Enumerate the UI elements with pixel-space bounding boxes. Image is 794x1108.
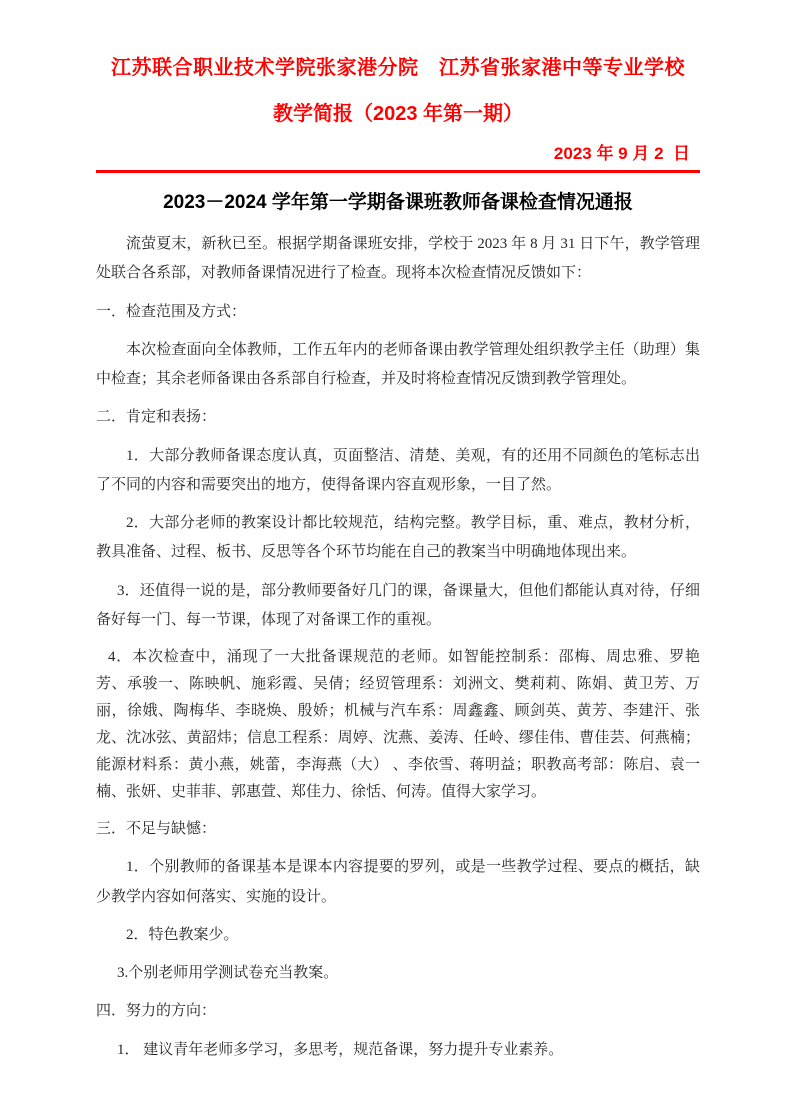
section-3-heading: 三．不足与缺憾：: [96, 821, 217, 837]
section-2-paragraph-1: 1．大部分教师备课态度认真，页面整洁、清楚、美观，有的还用不同颜色的笔标志出了不同的内容和需要突出的地方，使得备课内容直观形象，一目了然。: [96, 447, 700, 493]
header-divider-rule: [96, 170, 700, 173]
section-2-paragraph-4: 4．本次检查中，涌现了一大批备课规范的老师。如智能控制系：邵梅、周忠雅、罗艳芳、承骏一、陈映帆、施彩霞、吴倩；经贸管理系：刘洲文、樊莉莉、陈娟、黄卫芳、万丽，徐娥、陶梅华、李晓焕、殷娇；机械与汽车系：周鑫鑫、顾剑英、黄芳、李建汗、张龙、沈冰弦、黄韶炜；信息工程系：周婷、沈燕、姜涛、任岭、缪佳伟、曹佳芸、何燕楠；能源材料系：黄小燕，姚蕾，李海燕（大） 、李依雪、蒋明益；职教高考部：陈启、袁一楠、张妍、史菲菲、郭惠萱、郑佳力、徐恬、何涛。值得大家学习。: [96, 649, 700, 800]
document-title: 2023－2024 学年第一学期备课班教师备课检查情况通报: [163, 192, 633, 213]
intro-paragraph: 流萤夏末，新秋已至。根据学期备课班安排，学校于 2023 年 8 月 31 日下午，教学管理处联合各系部，对教师备课情况进行了检查。现将本次检查情况反馈如下：: [96, 236, 700, 282]
section-2-paragraph-2: 2．大部分老师的教案设计都比较规范，结构完整。教学目标，重、难点，教材分析，教具准备、过程、板书、反思等各个环节均能在自己的教案当中明确地体现出来。: [96, 515, 700, 561]
section-4-heading: 四．努力的方向：: [96, 1003, 217, 1020]
section-1-paragraph-1: 本次检查面向全体教师，工作五年内的老师备课由教学管理处组织教学主任（助理）集中检查；其余老师备课由各系部自行检查，并及时将检查情况反馈到教学管理处。: [96, 341, 700, 387]
section-2-heading: 二．肯定和表扬：: [96, 409, 217, 426]
section-3-paragraph-2: 2．特色教案少。: [126, 926, 239, 943]
section-1-heading: 一．检查范围及方式：: [96, 303, 247, 320]
section-3-paragraph-3: 3.个别老师用学测试卷充当教案。: [117, 965, 339, 981]
section-2-paragraph-3: 3．还值得一说的是，部分教师要备好几门的课，备课量大，但他们都能认真对待，仔细备好每一门、每一节课，体现了对备课工作的重视。: [96, 582, 700, 628]
header-date: 2023 年 9 月 2 日: [553, 144, 690, 163]
header-bulletin-title: 教学简报（2023 年第一期）: [272, 103, 524, 125]
header-org-line: 江苏联合职业技术学院张家港分院 江苏省张家港中等专业学校: [111, 57, 685, 79]
section-4-paragraph-1: 1． 建议青年老师多学习，多思考，规范备课，努力提升专业素养。: [117, 1041, 564, 1058]
section-3-paragraph-1: 1．个别教师的备课基本是课本内容提要的罗列，或是一些教学过程、要点的概括，缺少教学内容如何落实、实施的设计。: [96, 859, 700, 905]
